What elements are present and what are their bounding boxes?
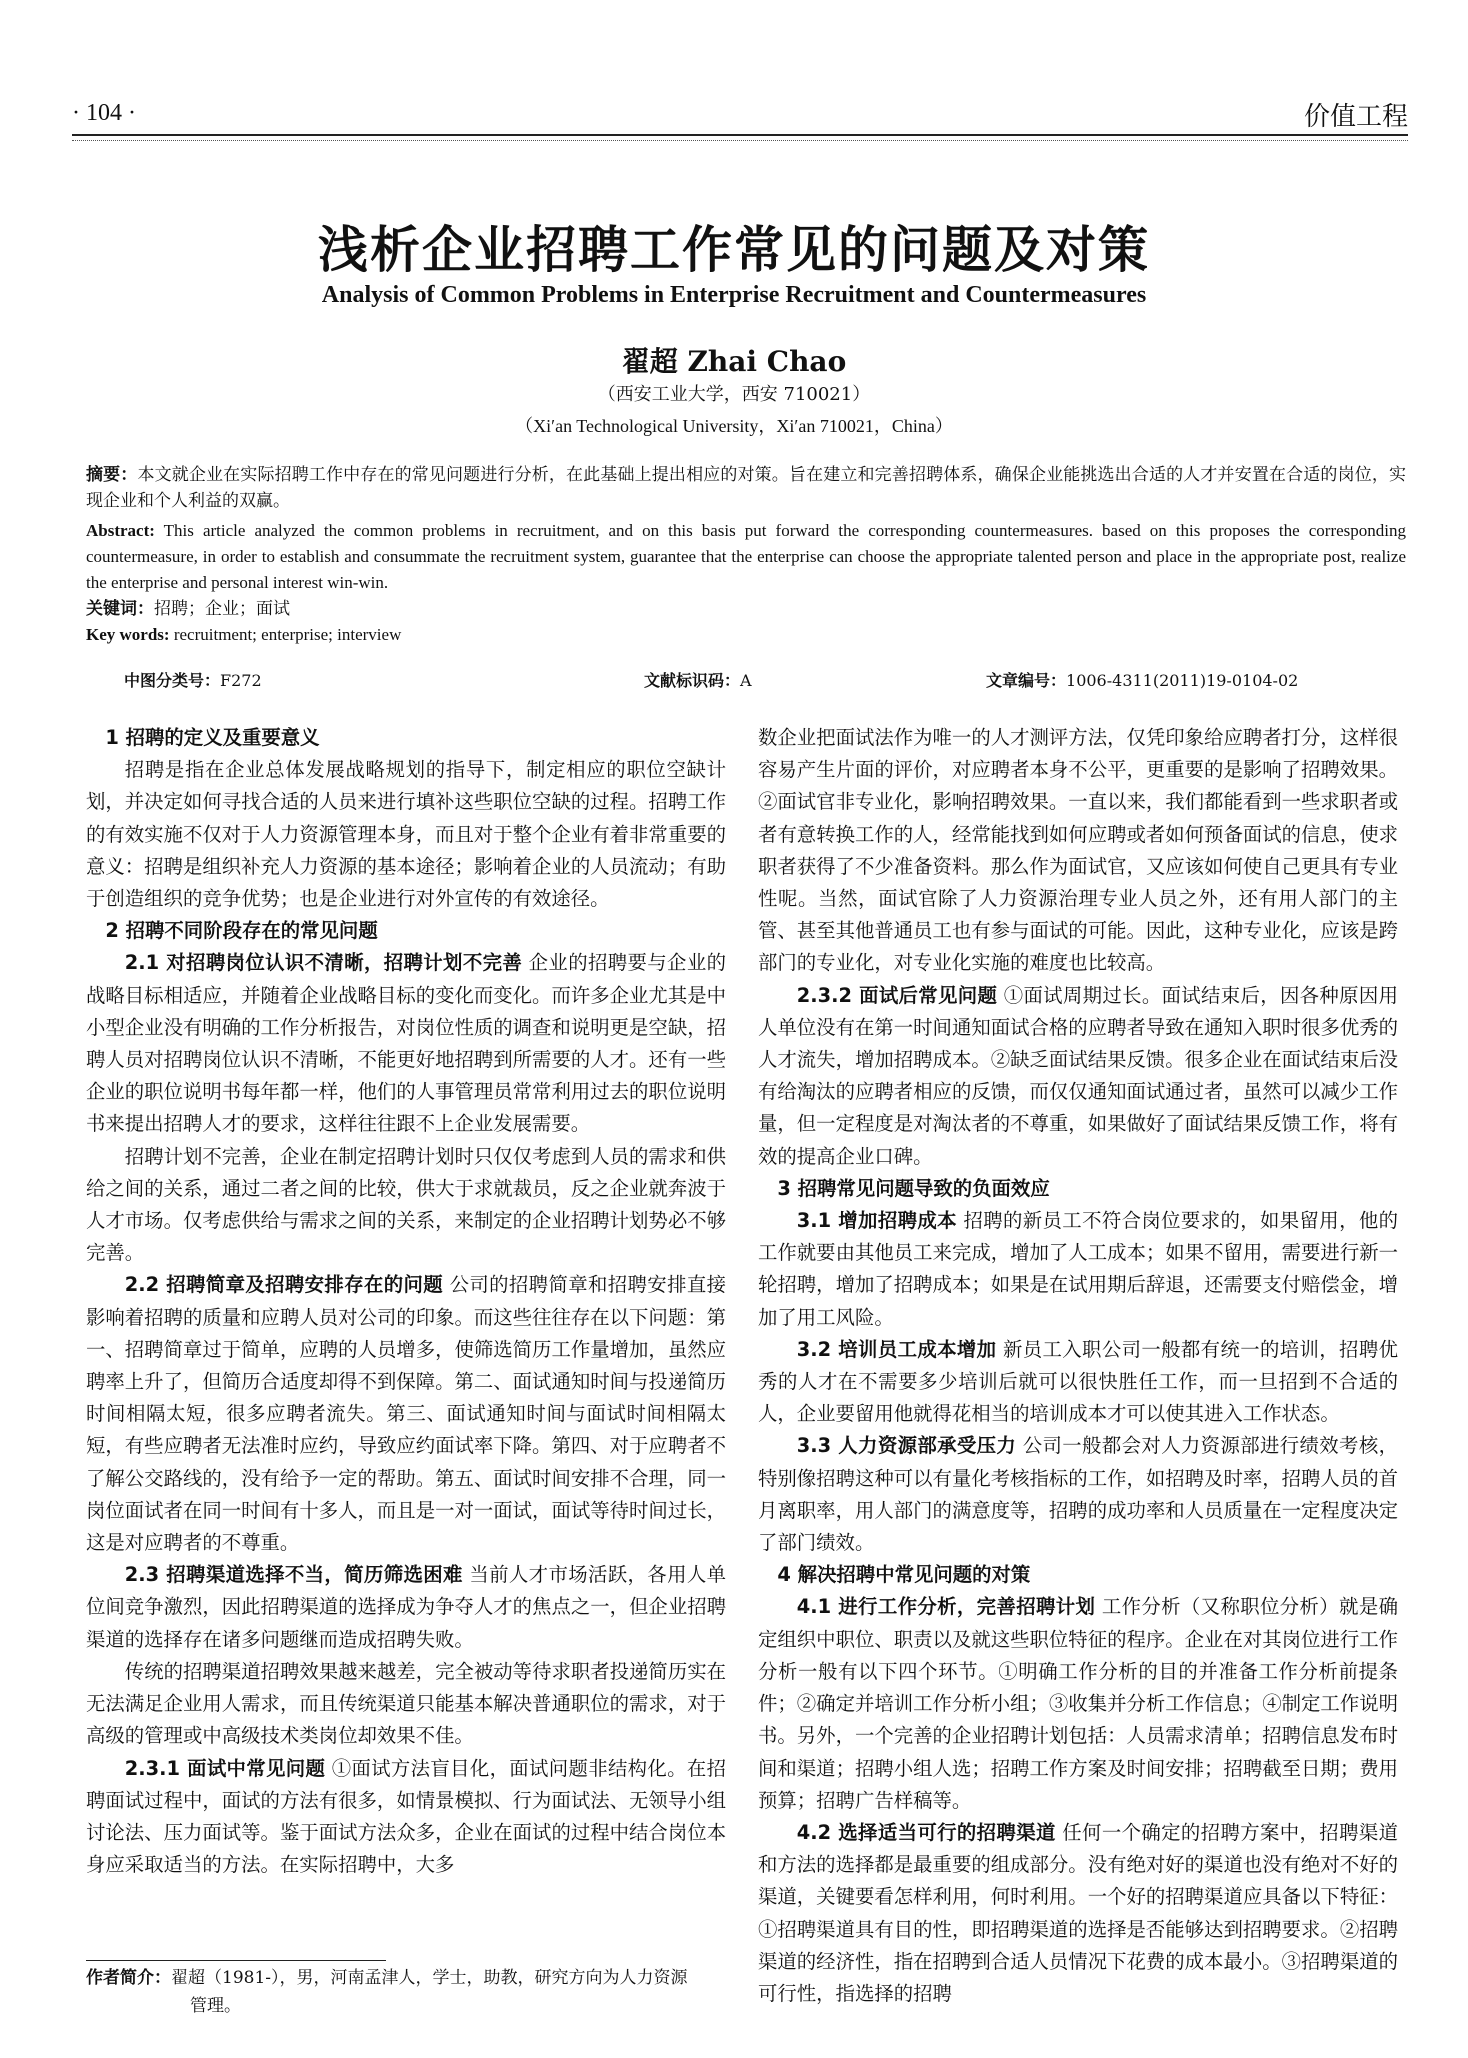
footnote-rule <box>86 1960 386 1961</box>
paragraph: 3.1 增加招聘成本 招聘的新员工不符合岗位要求的，如果留用，他的工作就要由其他员工来完成，增加了人工成本；如果不留用，需要进行新一轮招聘，增加了招聘成本；如果是在试用期后辞退，还需要支付赔偿金，增加了用工风险。 <box>758 1209 1398 1329</box>
section-heading: 3 招聘常见问题导致的负面效应 <box>777 1176 1050 1200</box>
paragraph: 招聘是指在企业总体发展战略规划的指导下，制定相应的职位空缺计划，并决定如何寻找合适的人员来进行填补这些职位空缺的过程。招聘工作的有效实施不仅对于人力资源管理本身，而且对于整个企业有着非常重要的意义：招聘是组织补充人力资源的基本途径；影响着企业的人员流动；有助于创造组织的竞争优势；也是企业进行对外宣传的有效途径。 <box>86 758 726 911</box>
abstract-en: Abstract: This article analyzed the common problems in recruitment, and on this basis put forward the corresponding countermeasures. based on this proposes the corresponding countermeasure, in order to establish and consummate the recruitment system, guarantee that the enterprise can choose the appropriate talented person and place in the appropriate post, realize the enterprise and personal interest win-win. <box>86 521 1406 592</box>
section-heading: 1 招聘的定义及重要意义 <box>105 726 320 749</box>
article-title-en: Analysis of Common Problems in Enterprise Recruitment and Countermeasures <box>321 282 1147 308</box>
paragraph: 2.3.1 面试中常见问题 ①面试方法盲目化，面试问题非结构化。在招聘面试过程中，面试的方法有很多，如情景模拟、行为面试法、无领导小组讨论法、压力面试等。鉴于面试方法众多，企业在面试的过程中结合岗位本身应采取适当的方法。在实际招聘中，大多 <box>86 1756 726 1877</box>
paragraph: 2.3.2 面试后常见问题 ①面试周期过长。面试结束后，因各种原因用人单位没有在第一时间通知面试合格的应聘者导致在通知入职时很多优秀的人才流失，增加招聘成本。②缺乏面试结果反馈。很多企业在面试结束后没有给淘汰的应聘者相应的反馈，而仅仅通知面试通过者，虽然可以减少工作量，但一定程度是对淘汰者的不尊重，如果做好了面试结果反馈工作，将有效的提高企业口碑。 <box>758 983 1398 1168</box>
paragraph: 招聘计划不完善，企业在制定招聘计划时只仅仅考虑到人员的需求和供给之间的关系，通过二者之间的比较，供大于求就裁员，反之企业就奔波于人才市场。仅考虑供给与需求之间的关系，来制定的企业招聘计划势必不够完善。 <box>86 1144 726 1265</box>
page-header <box>72 96 1408 136</box>
author-footnote: 作者简介：翟超（1981-），男，河南孟津人，学士，助教，研究方向为人力资源 管理。 <box>86 1968 688 2016</box>
section-heading: 4 解决招聘中常见问题的对策 <box>777 1563 1031 1587</box>
affiliation-en: （Xi′an Technological University，Xi′an 710021，China） <box>515 416 953 436</box>
meta-row <box>124 668 1406 692</box>
article-title: 浅析企业招聘工作常见的问题及对策 <box>318 221 1150 279</box>
paragraph: 2.3 招聘渠道选择不当，简历筛选困难 当前人才市场活跃，各用人单位间竞争激烈，因此招聘渠道的选择成为争夺人才的焦点之一，但企业招聘渠道的选择存在诸多问题继而造成招聘失败。 <box>86 1563 726 1651</box>
paragraph: 4.1 进行工作分析，完善招聘计划 工作分析（又称职位分析）就是确定组织中职位、职责以及就这些职位特征的程序。企业在对其岗位进行工作分析一般有以下四个环节。①明确工作分析的目的并准备工作分析前提条件；②确定并培训工作分析小组；③收集并分析工作信息；④制定工作说明书。另外，一个完善的企业招聘计划包括：人员需求清单；招聘信息发布时间和渠道；招聘小组人选；招聘工作方案及时间安排；招聘截至日期；费用预算；招聘广告样稿等。 <box>758 1595 1398 1812</box>
doc-code: 文献标识码：A <box>644 671 752 690</box>
article-number: 文章编号：1006-4311(2011)19-0104-02 <box>986 671 1299 690</box>
paragraph: 数企业把面试法作为唯一的人才测评方法，仅凭印象给应聘者打分，这样很容易产生片面的评价，对应聘者本身不公平，更重要的是影响了招聘效果。②面试官非专业化，影响招聘效果。一直以来，我们都能看到一些求职者或者有意转换工作的人，经常能找到如何应聘或者如何预备面试的信息，使求职者获得了不少准备资料。那么作为面试官，又应该如何使自己更具有专业性呢。当然，面试官除了人力资源治理专业人员之外，还有用人部门的主管、甚至其他普通员工也有参与面试的可能。因此，这种专业化，应该是跨部门的专业化，对专业化实施的难度也比较高。 <box>758 726 1398 975</box>
paragraph: 传统的招聘渠道招聘效果越来越差，完全被动等待求职者投递简历实在无法满足企业用人需求，而且传统渠道只能基本解决普通职位的需求，对于高级的管理或中高级技术类岗位却效果不佳。 <box>86 1659 726 1748</box>
classification: 中图分类号：F272 <box>124 671 262 690</box>
section-heading: 2 招聘不同阶段存在的常见问题 <box>105 919 378 943</box>
header-rule <box>72 134 1408 141</box>
paragraph: 2.1 对招聘岗位认识不清晰，招聘计划不完善 企业的招聘要与企业的战略目标相适应，并随着企业战略目标的变化而变化。而许多企业尤其是中小型企业没有明确的工作分析报告，对岗位性质的调查和说明更是空缺，招聘人员对招聘岗位认识不清晰，不能更好地招聘到所需要的人才。还有一些企业的职位说明书每年都一样，他们的人事管理员常常利用过去的职位说明书来提出招聘人才的要求，这样往往跟不上企业发展需要。 <box>86 951 726 1136</box>
journal-name: 价值工程 <box>1303 102 1408 132</box>
paragraph: 3.3 人力资源部承受压力 公司一般都会对人力资源部进行绩效考核，特别像招聘这种可以有量化考核指标的工作，如招聘及时率，招聘人员的首月离职率，用人部门的满意度等，招聘的成功率和人员质量在一定程度决定了部门绩效。 <box>758 1434 1398 1555</box>
right-column <box>758 722 1398 2010</box>
paragraph: 2.2 招聘简章及招聘安排存在的问题 公司的招聘简章和招聘安排直接影响着招聘的质量和应聘人员对公司的印象。而这些往往存在以下问题：第一、招聘简章过于简单，应聘的人员增多，使筛选简历工作量增加，虽然应聘率上升了，但简历合适度却得不到保障。第二、面试通知时间与投递简历时间相隔太短，很多应聘者流失。第三、面试通知时间与面试时间相隔太短，有些应聘者无法准时应约，导致应约面试率下降。第四、对于应聘者不了解公交路线的，没有给予一定的帮助。第五、面试时间安排不合理，同一岗位面试者在同一时间有十多人，而且是一对一面试，面试等待时间过长，这是对应聘者的不尊重。 <box>86 1273 726 1555</box>
abstract-block <box>86 462 1406 648</box>
keywords-cn: 关键词：招聘；企业；面试 <box>86 599 290 619</box>
author: 翟超 Zhai Chao <box>621 345 847 378</box>
paragraph: 4.2 选择适当可行的招聘渠道 任何一个确定的招聘方案中，招聘渠道和方法的选择都是最重要的组成部分。没有绝对好的渠道也没有绝对不好的渠道，关键要看怎样利用，何时利用。一个好的招聘渠道应具备以下特征：①招聘渠道具有目的性，即招聘渠道的选择是否能够达到招聘要求。②招聘渠道的经济性，指在招聘到合适人员情况下花费的成本最小。③招聘渠道的可行性，指选择的招聘 <box>758 1820 1398 2005</box>
page-number: · 104 · <box>72 100 136 126</box>
affiliation-cn: （西安工业大学，西安 710021） <box>597 384 871 405</box>
paragraph: 3.2 培训员工成本增加 新员工入职公司一般都有统一的培训，招聘优秀的人才在不需要多少培训后就可以很快胜任工作，而一旦招到不合适的人，企业要留用他就得花相当的培训成本才可以使其进入工作状态。 <box>758 1337 1398 1426</box>
keywords-en: Key words: recruitment; enterprise; interview <box>86 625 402 644</box>
left-column <box>86 722 726 1881</box>
abstract-cn: 摘要：本文就企业在实际招聘工作中存在的常见问题进行分析，在此基础上提出相应的对策。旨在建立和完善招聘体系，确保企业能挑选出合适的人才并安置在合适的岗位，实现企业和个人利益的双赢。 <box>86 465 1406 511</box>
